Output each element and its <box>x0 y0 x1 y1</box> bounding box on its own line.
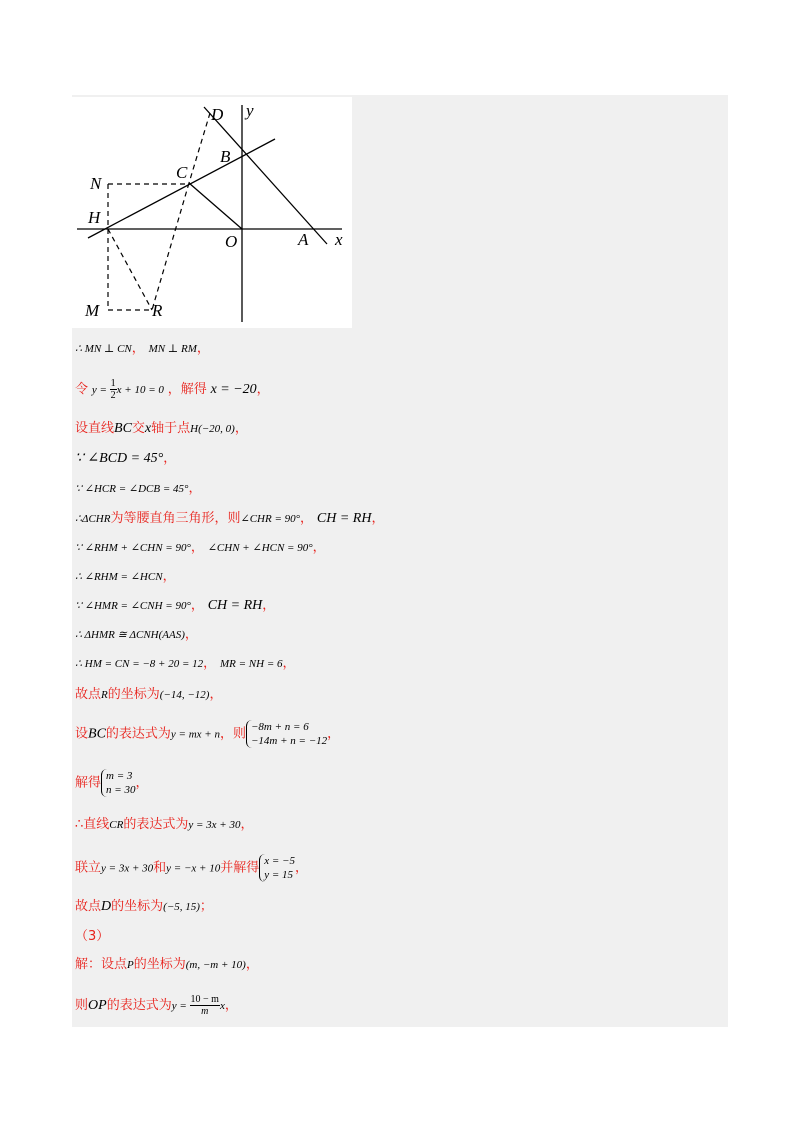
step-line-8: ∴ ∠RHM = ∠HCN， <box>75 569 176 584</box>
segment-cr <box>152 183 189 310</box>
step-line-9: ∵ ∠HMR = ∠CNH = 90°， CH = RH， <box>75 598 276 613</box>
step-line-6: ∴ΔCHR为等腰直角三角形，则∠CHR = 90°， CH = RH， <box>75 511 385 526</box>
line-hb <box>88 139 275 238</box>
equation-system-1: −8m + n = 6 −14m + n = −12 <box>246 720 327 748</box>
step-line-16: 联立y = 3x + 30和y = −x + 10并解得 x = −5 y = 15 ， <box>75 855 308 881</box>
step-line-1: ∴ MN ⊥ CN， MN ⊥ RM， <box>75 341 210 356</box>
step-line-7: ∵ ∠RHM + ∠CHN = 90°， ∠CHN + ∠HCN = 90°， <box>75 540 326 555</box>
solution-system-1: m = 3 n = 30 <box>101 769 135 797</box>
step-line-15: ∴直线CR的表达式为y = 3x + 30， <box>75 817 254 832</box>
step-line-11: ∴ HM = CN = −8 + 20 = 12， MR = NH = 6， <box>75 656 296 671</box>
label-r: R <box>152 301 163 320</box>
segment-hr <box>108 229 152 310</box>
label-b: B <box>220 147 231 166</box>
step-line-19: 解：设点P的坐标为(m, −m + 10)， <box>75 957 259 972</box>
step-line-13: 设BC的表达式为y = mx + n，则 −8m + n = 6 −14m + n = −12 ， <box>75 721 341 747</box>
segment-co <box>189 183 242 229</box>
step-line-20: 则OP的表达式为y = $\frac{10 - m}{m}$ x， <box>75 994 238 1017</box>
part-3-heading: （3） <box>75 929 110 944</box>
fraction-half: $\frac{1}{2}$ <box>110 378 116 401</box>
label-n: N <box>90 174 102 193</box>
step-line-12: 故点R的坐标为(−14, −12)， <box>75 687 223 702</box>
label-o: O <box>225 232 238 251</box>
step-line-17: 故点D的坐标为(−5, 15)； <box>75 899 213 914</box>
label-d: D <box>211 105 224 124</box>
label-m: M <box>85 301 100 320</box>
label-y: y <box>246 101 254 120</box>
step-line-3: 设直线BC交x轴于点H(−20, 0)， <box>75 421 248 436</box>
solution-system-2: x = −5 y = 15 <box>259 854 295 882</box>
step-line-2: 令 y = $\frac{1}{2}$ x + 10 = 0 ，解得 x = −20， <box>75 378 270 401</box>
label-c: C <box>176 163 188 182</box>
geometry-figure <box>72 97 352 328</box>
step-line-4: ∵ ∠BCD = 45°， <box>75 451 177 466</box>
step-line-10: ∴ ΔHMR ≅ ΔCNH(AAS)， <box>75 627 198 642</box>
label-a: A <box>298 230 309 249</box>
label-x: x <box>335 230 343 249</box>
line-ad <box>204 107 327 244</box>
fraction-slope: $\frac{10 - m}{m}$ <box>190 994 219 1017</box>
step-line-5: ∵ ∠HCR = ∠DCB = 45°， <box>75 481 202 496</box>
label-h: H <box>88 208 101 227</box>
segment-dc <box>189 113 210 183</box>
step-line-14: 解得 m = 3 n = 30 ， <box>75 770 149 796</box>
coordinate-diagram <box>72 97 352 328</box>
